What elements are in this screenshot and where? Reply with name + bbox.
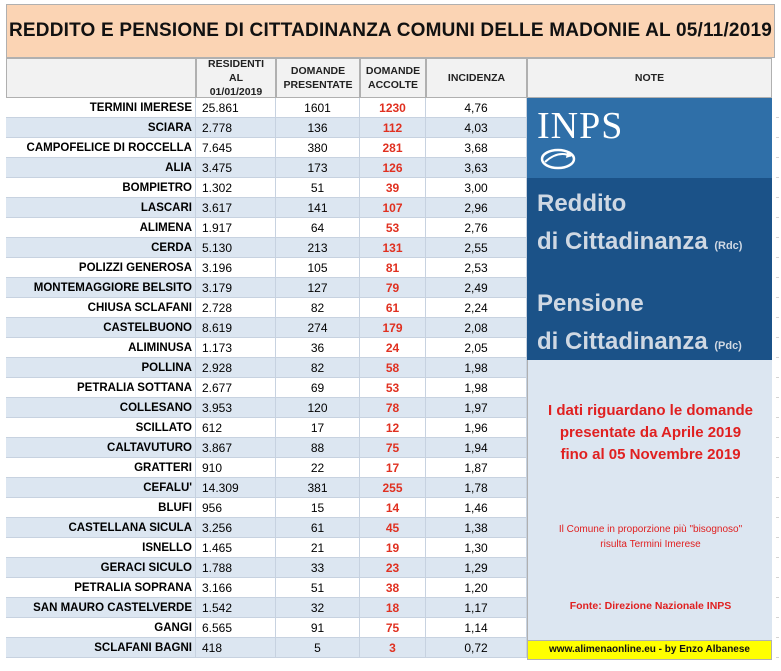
cell-comune: SAN MAURO CASTELVERDE <box>6 598 196 618</box>
inps-logo-panel <box>527 98 772 360</box>
cell-accepted: 3 <box>360 638 426 658</box>
cell-incidence: 1,96 <box>426 418 527 438</box>
cell-presented: 173 <box>276 158 360 178</box>
table-row <box>6 218 527 238</box>
cell-presented: 61 <box>276 518 360 538</box>
cell-comune: MONTEMAGGIORE BELSITO <box>6 278 196 298</box>
cell-residents: 612 <box>196 418 276 438</box>
table-row <box>6 158 527 178</box>
cell-accepted: 38 <box>360 578 426 598</box>
header-residents: RESIDENTI AL 01/01/2019 <box>196 58 276 98</box>
table-row <box>6 598 527 618</box>
cell-incidence: 0,72 <box>426 638 527 658</box>
cell-residents: 3.179 <box>196 278 276 298</box>
cell-accepted: 81 <box>360 258 426 278</box>
cell-residents: 3.953 <box>196 398 276 418</box>
cell-comune: GERACI SICULO <box>6 558 196 578</box>
cell-presented: 33 <box>276 558 360 578</box>
cell-incidence: 2,76 <box>426 218 527 238</box>
cell-accepted: 53 <box>360 218 426 238</box>
table-row <box>6 618 527 638</box>
cell-incidence: 1,46 <box>426 498 527 518</box>
cell-incidence: 1,29 <box>426 558 527 578</box>
cell-accepted: 78 <box>360 398 426 418</box>
notes-sub-line-2: risulta Termini Imerese <box>600 539 701 550</box>
cell-accepted: 23 <box>360 558 426 578</box>
cell-incidence: 1,78 <box>426 478 527 498</box>
cell-comune: CAMPOFELICE DI ROCCELLA <box>6 138 196 158</box>
cell-presented: 64 <box>276 218 360 238</box>
cell-incidence: 1,97 <box>426 398 527 418</box>
cell-incidence: 2,05 <box>426 338 527 358</box>
cell-incidence: 2,08 <box>426 318 527 338</box>
cell-residents: 956 <box>196 498 276 518</box>
cell-presented: 120 <box>276 398 360 418</box>
cell-comune: CERDA <box>6 238 196 258</box>
cell-accepted: 107 <box>360 198 426 218</box>
notes-main-line-3: fino al 05 Novembre 2019 <box>560 446 741 463</box>
cell-comune: CALTAVUTURO <box>6 438 196 458</box>
table-row <box>6 138 527 158</box>
header-presented: DOMANDE PRESENTATE <box>276 58 360 98</box>
cell-residents: 1.302 <box>196 178 276 198</box>
table-row <box>6 518 527 538</box>
rdc-line-2-text: di Cittadinanza <box>537 228 708 255</box>
table-row <box>6 638 527 658</box>
table-row <box>6 318 527 338</box>
table-row <box>6 338 527 358</box>
cell-residents: 3.256 <box>196 518 276 538</box>
table-row <box>6 278 527 298</box>
table-row <box>6 438 527 458</box>
grid-column-edge <box>776 98 779 670</box>
credit-banner: www.alimenaonline.eu - by Enzo Albanese <box>527 640 772 660</box>
cell-incidence: 1,98 <box>426 378 527 398</box>
cell-comune: CHIUSA SCLAFANI <box>6 298 196 318</box>
cell-incidence: 1,30 <box>426 538 527 558</box>
cell-comune: SCILLATO <box>6 418 196 438</box>
cell-comune: PETRALIA SOTTANA <box>6 378 196 398</box>
cell-presented: 136 <box>276 118 360 138</box>
table-row <box>6 298 527 318</box>
cell-accepted: 79 <box>360 278 426 298</box>
notes-main-text <box>528 400 773 466</box>
table-row <box>6 178 527 198</box>
cell-accepted: 61 <box>360 298 426 318</box>
cell-incidence: 4,76 <box>426 98 527 118</box>
cell-comune: PETRALIA SOPRANA <box>6 578 196 598</box>
cell-incidence: 2,53 <box>426 258 527 278</box>
cell-residents: 8.619 <box>196 318 276 338</box>
cell-comune: CASTELBUONO <box>6 318 196 338</box>
cell-accepted: 112 <box>360 118 426 138</box>
table-row <box>6 558 527 578</box>
notes-main-line-2: presentate da Aprile 2019 <box>559 424 742 441</box>
cell-incidence: 3,68 <box>426 138 527 158</box>
pdc-line-2-text: di Cittadinanza <box>537 328 708 355</box>
cell-residents: 2.778 <box>196 118 276 138</box>
cell-accepted: 12 <box>360 418 426 438</box>
cell-accepted: 17 <box>360 458 426 478</box>
cell-presented: 88 <box>276 438 360 458</box>
cell-presented: 141 <box>276 198 360 218</box>
table-row <box>6 538 527 558</box>
cell-accepted: 39 <box>360 178 426 198</box>
cell-accepted: 14 <box>360 498 426 518</box>
notes-main-line-1: I dati riguardano le domande <box>547 402 754 419</box>
cell-presented: 15 <box>276 498 360 518</box>
cell-presented: 5 <box>276 638 360 658</box>
table-row <box>6 98 527 118</box>
cell-comune: POLIZZI GENEROSA <box>6 258 196 278</box>
cell-presented: 32 <box>276 598 360 618</box>
cell-presented: 213 <box>276 238 360 258</box>
cell-incidence: 3,63 <box>426 158 527 178</box>
cell-incidence: 1,87 <box>426 458 527 478</box>
header-accepted: DOMANDE ACCOLTE <box>360 58 426 98</box>
cell-accepted: 1230 <box>360 98 426 118</box>
cell-residents: 3.475 <box>196 158 276 178</box>
cell-presented: 36 <box>276 338 360 358</box>
cell-comune: SCLAFANI BAGNI <box>6 638 196 658</box>
cell-incidence: 1,38 <box>426 518 527 538</box>
cell-accepted: 126 <box>360 158 426 178</box>
cell-residents: 910 <box>196 458 276 478</box>
cell-presented: 22 <box>276 458 360 478</box>
header-comune <box>6 58 196 98</box>
rdc-abbr: (Rdc) <box>714 240 743 252</box>
cell-accepted: 19 <box>360 538 426 558</box>
cell-accepted: 45 <box>360 518 426 538</box>
cell-comune: BOMPIETRO <box>6 178 196 198</box>
cell-comune: LASCARI <box>6 198 196 218</box>
cell-incidence: 2,49 <box>426 278 527 298</box>
cell-residents: 14.309 <box>196 478 276 498</box>
cell-presented: 82 <box>276 358 360 378</box>
cell-incidence: 2,55 <box>426 238 527 258</box>
cell-presented: 21 <box>276 538 360 558</box>
cell-comune: POLLINA <box>6 358 196 378</box>
pdc-line-1: Pensione <box>537 290 644 317</box>
table-row <box>6 578 527 598</box>
table-row <box>6 418 527 438</box>
pdc-line-2 <box>537 328 742 356</box>
cell-comune: GRATTERI <box>6 458 196 478</box>
cell-residents: 25.861 <box>196 98 276 118</box>
header-incidence: INCIDENZA <box>426 58 527 98</box>
cell-presented: 51 <box>276 578 360 598</box>
cell-presented: 1601 <box>276 98 360 118</box>
inps-swirl-icon <box>539 146 577 172</box>
notes-sub-text <box>528 522 773 552</box>
cell-residents: 2.677 <box>196 378 276 398</box>
cell-incidence: 1,98 <box>426 358 527 378</box>
cell-residents: 3.166 <box>196 578 276 598</box>
cell-accepted: 75 <box>360 618 426 638</box>
table-row <box>6 238 527 258</box>
cell-residents: 1.542 <box>196 598 276 618</box>
cell-comune: BLUFI <box>6 498 196 518</box>
cell-residents: 6.565 <box>196 618 276 638</box>
cell-comune: ALIA <box>6 158 196 178</box>
cell-accepted: 255 <box>360 478 426 498</box>
cell-residents: 1.173 <box>196 338 276 358</box>
cell-comune: ALIMENA <box>6 218 196 238</box>
cell-accepted: 53 <box>360 378 426 398</box>
cell-comune: SCIARA <box>6 118 196 138</box>
table-row <box>6 378 527 398</box>
cell-accepted: 281 <box>360 138 426 158</box>
rdc-line-1: Reddito <box>537 190 627 217</box>
table-row <box>6 458 527 478</box>
cell-accepted: 18 <box>360 598 426 618</box>
cell-residents: 1.465 <box>196 538 276 558</box>
cell-residents: 7.645 <box>196 138 276 158</box>
cell-presented: 127 <box>276 278 360 298</box>
cell-incidence: 4,03 <box>426 118 527 138</box>
cell-comune: ISNELLO <box>6 538 196 558</box>
cell-presented: 381 <box>276 478 360 498</box>
cell-incidence: 2,96 <box>426 198 527 218</box>
cell-residents: 5.130 <box>196 238 276 258</box>
cell-incidence: 3,00 <box>426 178 527 198</box>
page-title: REDDITO E PENSIONE DI CITTADINANZA COMUNI DELLE MADONIE AL 05/11/2019 <box>6 4 775 58</box>
cell-comune: CEFALU' <box>6 478 196 498</box>
cell-comune: TERMINI IMERESE <box>6 98 196 118</box>
cell-comune: ALIMINUSA <box>6 338 196 358</box>
cell-accepted: 58 <box>360 358 426 378</box>
cell-residents: 1.917 <box>196 218 276 238</box>
cell-presented: 91 <box>276 618 360 638</box>
cell-presented: 105 <box>276 258 360 278</box>
cell-presented: 69 <box>276 378 360 398</box>
table-row <box>6 198 527 218</box>
cell-accepted: 75 <box>360 438 426 458</box>
table-row <box>6 498 527 518</box>
cell-presented: 51 <box>276 178 360 198</box>
cell-incidence: 1,14 <box>426 618 527 638</box>
cell-residents: 3.867 <box>196 438 276 458</box>
cell-presented: 274 <box>276 318 360 338</box>
cell-incidence: 1,20 <box>426 578 527 598</box>
cell-residents: 2.728 <box>196 298 276 318</box>
cell-incidence: 2,24 <box>426 298 527 318</box>
cell-comune: COLLESANO <box>6 398 196 418</box>
cell-presented: 82 <box>276 298 360 318</box>
pdc-abbr: (Pdc) <box>714 340 742 352</box>
table-row <box>6 118 527 138</box>
cell-residents: 3.617 <box>196 198 276 218</box>
cell-comune: GANGI <box>6 618 196 638</box>
table-row <box>6 398 527 418</box>
cell-presented: 17 <box>276 418 360 438</box>
inps-logo: INPS <box>537 105 624 147</box>
rdc-line-2 <box>537 228 742 256</box>
table-row <box>6 258 527 278</box>
cell-accepted: 179 <box>360 318 426 338</box>
cell-incidence: 1,94 <box>426 438 527 458</box>
cell-residents: 2.928 <box>196 358 276 378</box>
cell-residents: 1.788 <box>196 558 276 578</box>
cell-residents: 3.196 <box>196 258 276 278</box>
cell-residents: 418 <box>196 638 276 658</box>
table-row <box>6 358 527 378</box>
cell-accepted: 24 <box>360 338 426 358</box>
header-notes: NOTE <box>527 58 772 98</box>
cell-accepted: 131 <box>360 238 426 258</box>
table-row <box>6 478 527 498</box>
notes-source: Fonte: Direzione Nazionale INPS <box>569 600 732 612</box>
cell-comune: CASTELLANA SICULA <box>6 518 196 538</box>
notes-panel <box>527 360 772 640</box>
cell-presented: 380 <box>276 138 360 158</box>
cell-incidence: 1,17 <box>426 598 527 618</box>
notes-sub-line-1: Il Comune in proporzione più "bisognoso" <box>558 524 743 535</box>
